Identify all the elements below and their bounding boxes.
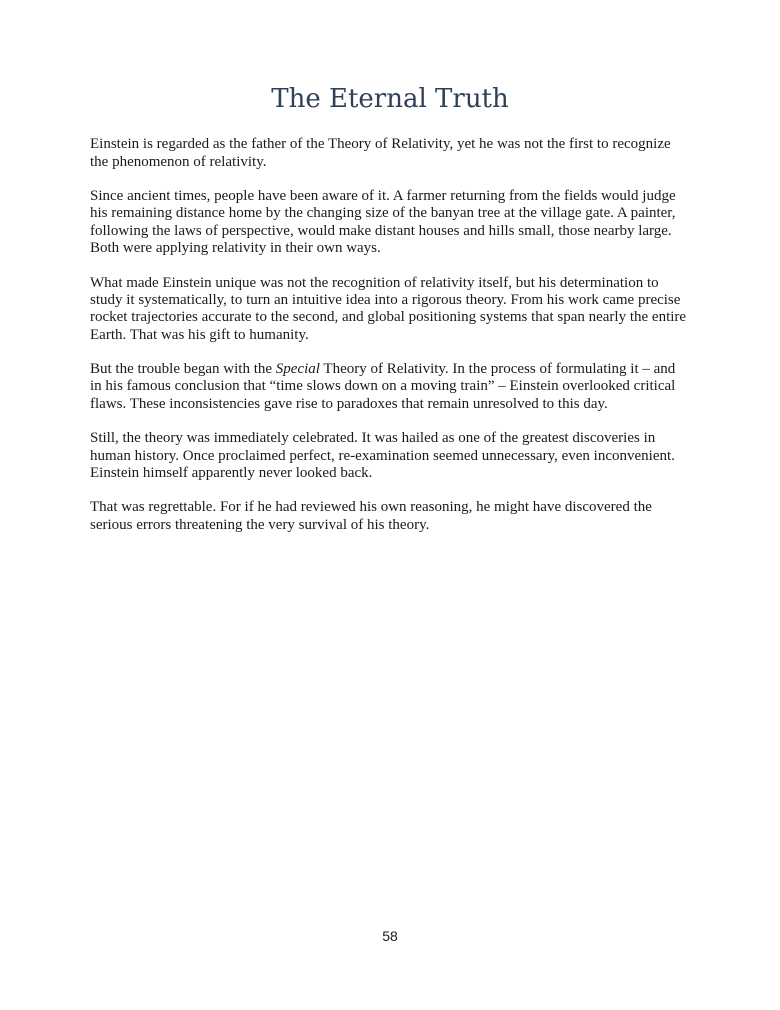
paragraph [90, 275, 690, 345]
text-run: What made Einstein unique was not the recognition of relativity itself, but his determination to study it systematically, to turn an intuitive idea into a rigorous theory. From his work came precise rocket trajectories accurate to the second, and global positioning systems that span nearly the entire Earth. That was his gift to humanity. [90, 274, 687, 343]
paragraph [90, 361, 690, 413]
paragraph [90, 430, 690, 482]
text-run: Since ancient times, people have been aware of it. A farmer returning from the fields would judge his remaining distance home by the changing size of the banyan tree at the village gate. A painter, following the laws of perspective, would make distant houses and hills small, those nearby large. Both were applying relativity in their own ways. [90, 187, 676, 257]
page-footer [0, 928, 780, 944]
italic-text-run: Special [275, 361, 320, 378]
text-run: Still, the theory was immediately celebrated. It was hailed as one of the greatest discoveries in human history. Once proclaimed perfect, re-examination seemed unnecessary, even inconvenient. Einstein himself apparently never looked back. [90, 430, 675, 482]
page-title: The Eternal Truth [271, 84, 509, 114]
text-run: Theory of Relativity. In the process of formulating it – and in his famous conclusion that “time slows down on a moving train” – Einstein overlooked critical flaws. These inconsistencies gave rise to paradoxes that remain unresolved to this day. [90, 361, 676, 412]
text-run: But the trouble began with the [90, 361, 276, 378]
text-run: Einstein is regarded as the father of the Theory of Relativity, yet he was not the first to recognize the phenomenon of relativity. [90, 136, 671, 170]
body-text [90, 136, 690, 534]
paragraph [90, 188, 690, 258]
page-number: 58 [382, 928, 398, 944]
text-run: That was regrettable. For if he had reviewed his own reasoning, he might have discovered the serious errors threatening the very survival of his theory. [90, 499, 652, 533]
paragraph [90, 499, 690, 534]
paragraph [90, 136, 690, 171]
